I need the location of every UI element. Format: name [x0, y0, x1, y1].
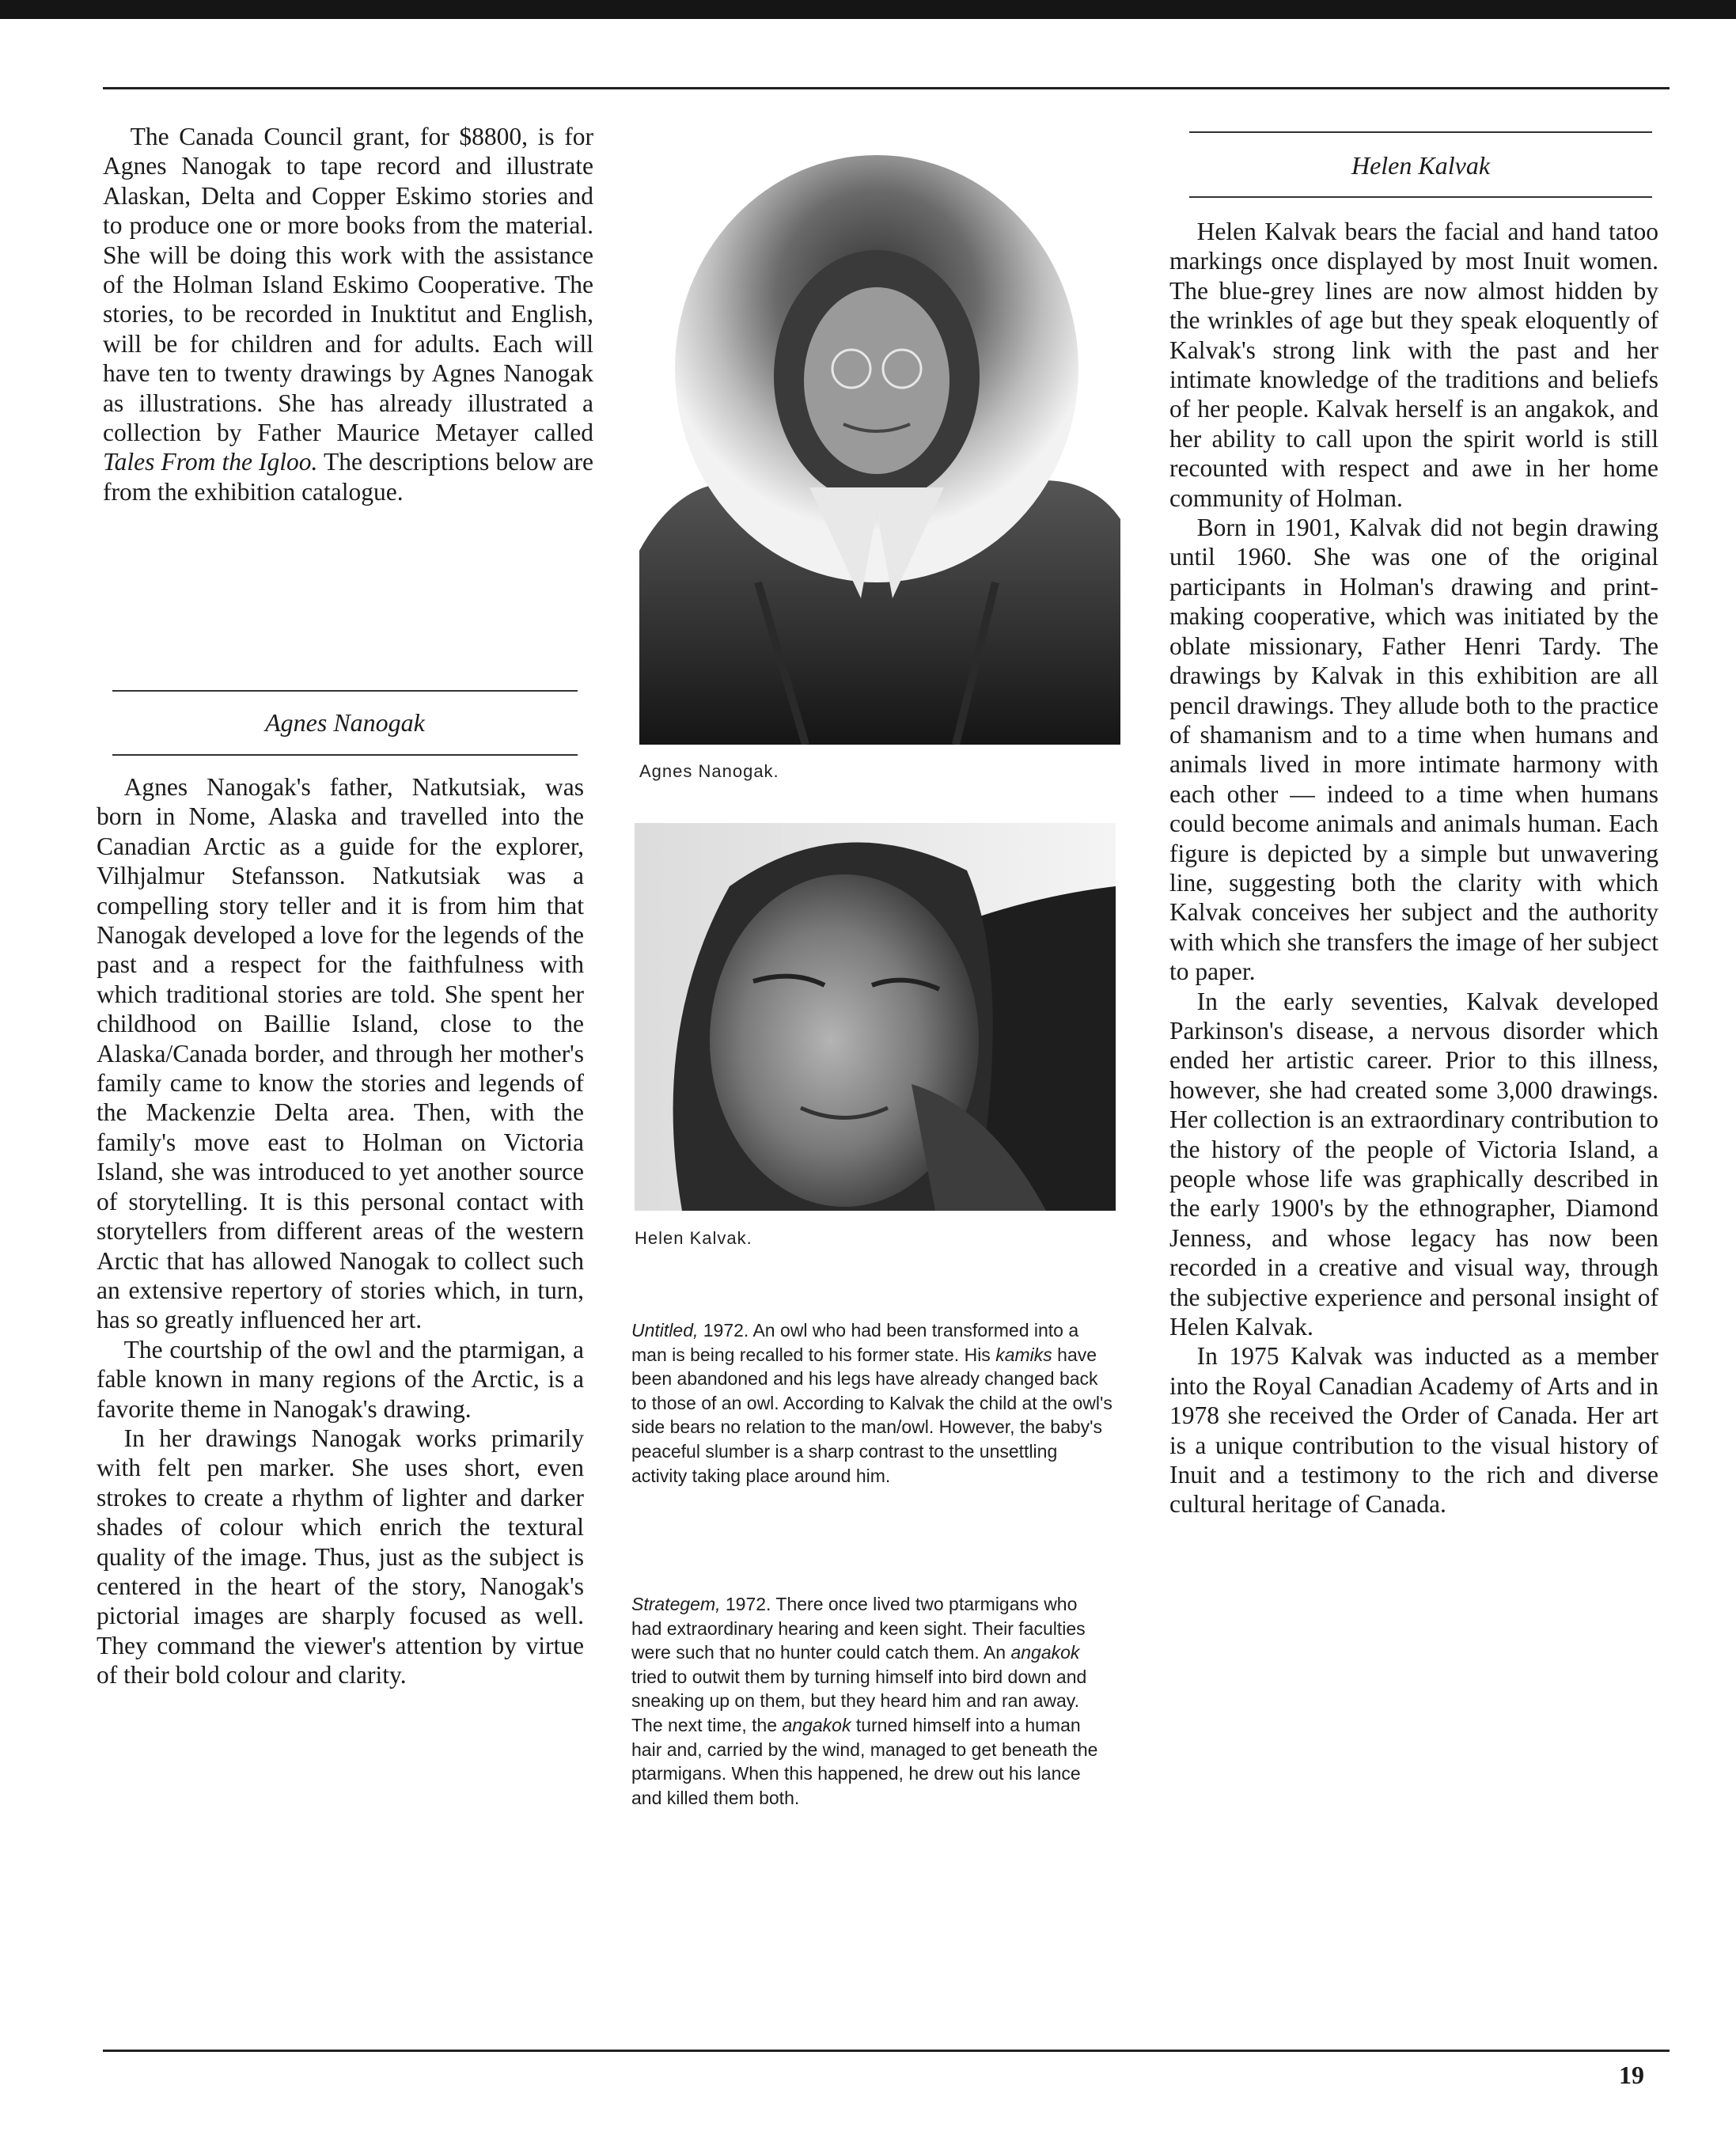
helen-kalvak-photo	[635, 823, 1116, 1211]
agnes-paragraph: The courtship of the owl and the ptarmigan, a fable known in many regions of the Arctic, is a favorite theme in Nanogak's drawing.	[97, 1335, 584, 1423]
helen-paragraph: In 1975 Kalvak was inducted as a member into the Royal Canadian Academy of Arts and in 1978 she received the Order of Canada. Her art is a unique contribution to the visual history of Inuit and a testimony to the rich and diverse cultural heritage of Canada.	[1169, 1342, 1658, 1519]
untitled-description: Untitled, 1972. An owl who had been transformed into a man is being recalled to his former state. His kamiks have been abandoned and his legs have already changed back to those of an owl. According to Kalvak the child at the owl's side bears no relation to the man/owl. However, the baby's peaceful slumber is a sharp contrast to the unsettling activity taking place around him.	[631, 1320, 1112, 1486]
footer-rule	[103, 2050, 1670, 2052]
helen-heading-rule-top	[1189, 131, 1652, 133]
helen-paragraph: Helen Kalvak bears the facial and hand tatoo markings once displayed by most Inuit women. The blue-grey lines are now almost hidden by the wrinkles of age but they speak eloquently of Kalvak's strong link with the past and her intimate knowledge of the traditions and beliefs of her people. Kalvak herself is an angakok, and her ability to call upon the spirit world is still recounted with respect and awe in her home community of Holman.	[1169, 218, 1658, 512]
helen-photo-caption: Helen Kalvak.	[635, 1228, 752, 1248]
top-border	[0, 0, 1736, 19]
helen-heading-rule-bottom	[1189, 196, 1652, 198]
strategem-description: Strategem, 1972. There once lived two ptarmigans who had extraordinary hearing and keen sight. Their faculties were such that no hunter could catch them. An angakok tried to outwit them by turning himself into bird down and sneaking up on them, but they heard him and ran away. The next time, the angakok turned himself into a human hair and, carried by the wind, managed to get beneath the ptarmigans. When this happened, he drew out his lance and killed them both.	[631, 1594, 1098, 1808]
agnes-heading-rule-bottom	[112, 754, 578, 756]
helen-text	[1169, 217, 1658, 1519]
page-number: 19	[1619, 2061, 1644, 2089]
helen-paragraph: Born in 1901, Kalvak did not begin drawing until 1960. She was one of the original participants in Holman's drawing and print-making cooperative, which was initiated by the oblate missionary, Father Henri Tardy. The drawings by Kalvak in this exhibition are all pencil drawings. They allude both to the practice of shamanism and to a time when humans and animals lived in more intimate harmony with each other — indeed to a time when humans could become animals and animals human. Each figure is depicted by a simple but unwavering line, suggesting both the clarity with which Kalvak conceives her subject and the authority with which she transfers the image of her subject to paper.	[1169, 514, 1658, 986]
book-title: Tales From the Igloo.	[103, 448, 318, 476]
helen-heading: Helen Kalvak	[1351, 151, 1491, 180]
agnes-text	[97, 772, 584, 1690]
header-rule	[103, 87, 1670, 89]
intro-paragraph: The Canada Council grant, for $8800, is for Agnes Nanogak to tape record and illustrate Alaskan, Delta and Copper Eskimo stories and to produce one or more books from the material. She will be doing this work with the assistance of the Holman Island Eskimo Cooperative. The stories, to be recorded in Inuktitut and English, will be for children and for adults. Each will have ten to twenty drawings by Agnes Nanogak as illustrations. She has already illustrated a collection by Father Maurice Metayer called Tales From the Igloo. The descriptions below are from the exhibition catalogue.	[103, 123, 593, 506]
helen-paragraph: In the early seventies, Kalvak developed Parkinson's disease, a nervous disorder which ended her artistic career. Prior to this illness, however, she had created some 3,000 drawings. Her collection is an extraordinary contribution to the history of the people of Victoria Island, a people whose life was graphically described in the early 1900's by the ethnographer, Diamond Jenness, and whose legacy has now been recorded in a creative and visual way, through the subjective experience and personal insight of Helen Kalvak.	[1169, 987, 1658, 1341]
agnes-nanogak-photo	[639, 139, 1120, 745]
agnes-paragraph: Agnes Nanogak's father, Natkutsiak, was born in Nome, Alaska and travelled into the Canadian Arctic as a guide for the explorer, Vilhjalmur Stefansson. Natkutsiak was a compelling story teller and it is from him that Nanogak developed a love for the legends of the past and a respect for the faithfulness with which traditional stories are told. She spent her childhood on Baillie Island, close to the Alaska/Canada border, and through her mother's family came to know the stories and legends of the Mackenzie Delta area. Then, with the family's move east to Holman on Victoria Island, she was introduced to yet another source of storytelling. It is this personal contact with storytellers from different areas of the western Arctic that has allowed Nanogak to collect such an extensive repertory of stories which, in turn, has so greatly influenced her art.	[97, 773, 584, 1334]
agnes-photo-caption: Agnes Nanogak.	[639, 761, 779, 781]
agnes-heading-rule-top	[112, 690, 578, 692]
artwork-title: Untitled,	[631, 1320, 699, 1341]
agnes-heading: Agnes Nanogak	[265, 708, 425, 737]
artwork-title: Strategem,	[631, 1594, 721, 1614]
agnes-paragraph: In her drawings Nanogak works primarily with felt pen marker. She uses short, even strokes to create a rhythm of lighter and darker shades of colour which enrich the textural quality of the image. Thus, just as the subject is centered in the heart of the story, Nanogak's pictorial images are sharply focused as well. They command the viewer's attention by virtue of their bold colour and clarity.	[97, 1424, 584, 1689]
